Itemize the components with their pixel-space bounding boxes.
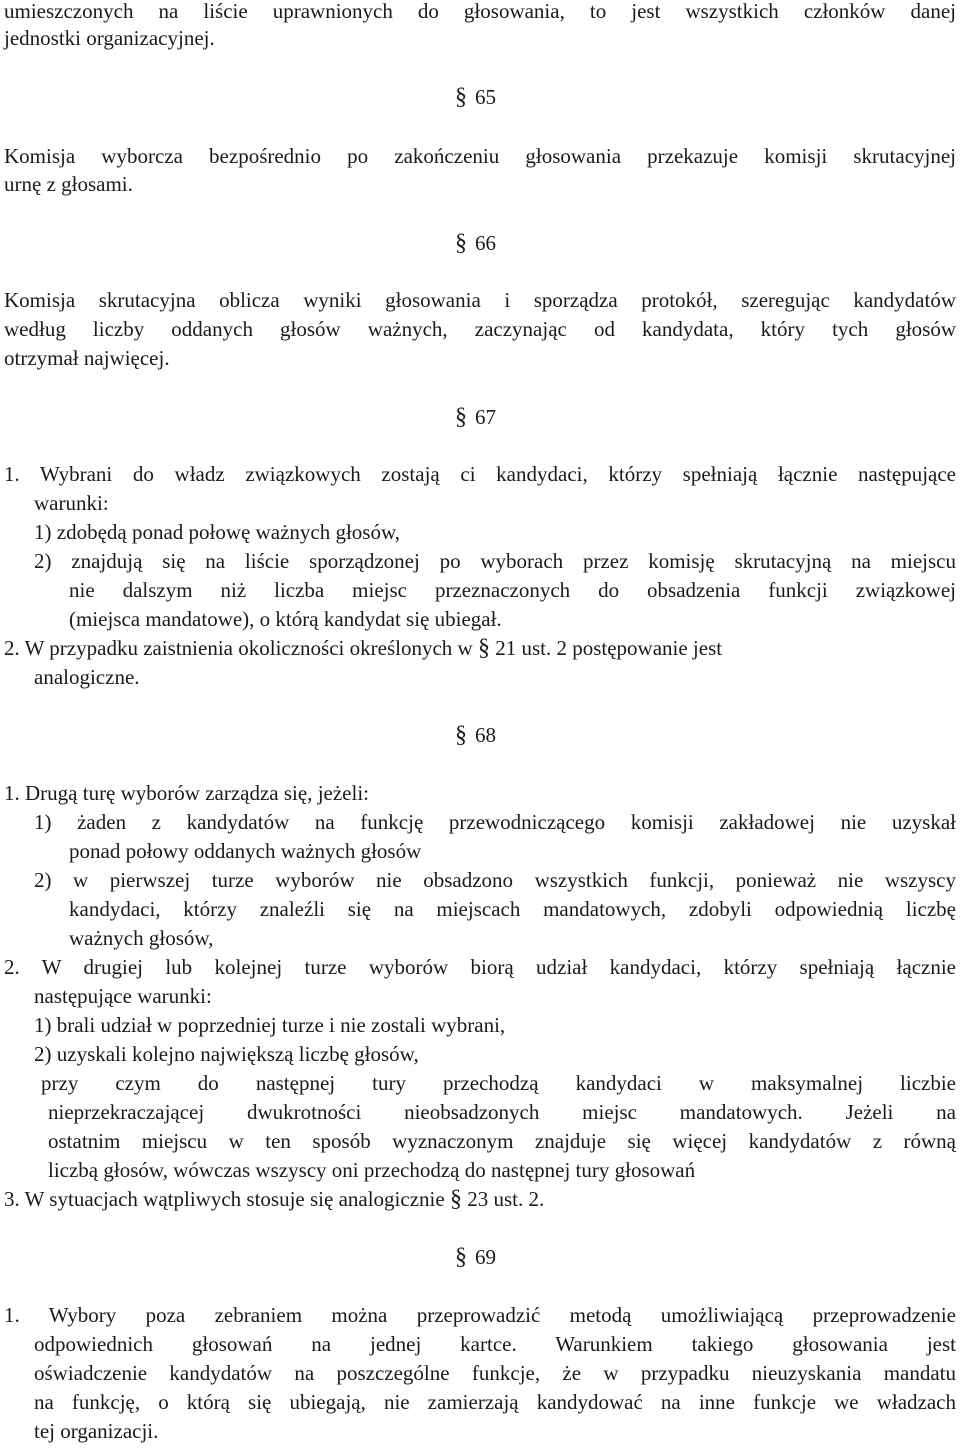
text-line: tej organizacji. <box>34 1419 159 1443</box>
text-line: Komisja wyborcza bezpośrednio po zakończeniu głosowania przekazuje komisji skrutacyjnej <box>4 144 956 168</box>
text-line: na funkcję, o którą się ubiegają, nie zamierzają kandydować na inne funkcje we władzach <box>34 1390 956 1414</box>
text-line: liczbą głosów, wówczas wszyscy oni przechodzą do następnej tury głosowań <box>48 1158 696 1182</box>
text-line: 2. W przypadku zaistnienia okoliczności określonych w § 21 ust. 2 postępowanie jest <box>4 635 723 661</box>
text-line: 1) brali udział w poprzedniej turze i nie zostali wybrani, <box>34 1013 506 1037</box>
text-line: według liczby oddanych głosów ważnych, zaczynając od kandydata, który tych głosów <box>4 317 956 341</box>
section-heading-66: § 66 <box>455 230 496 256</box>
section-heading-69: § 69 <box>455 1244 496 1270</box>
section-sign-icon: § <box>477 635 490 661</box>
text-line: umieszczonych na liście uprawnionych do głosowania, to jest wszystkich członków danej <box>4 0 956 23</box>
text-line: 1. Wybrani do władz związkowych zostają ci kandydaci, którzy spełniają łącznie następujące <box>4 462 956 486</box>
text-line: Komisja skrutacyjna oblicza wyniki głosowania i sporządza protokół, szeregując kandydatów <box>4 288 956 312</box>
text-line: 2) znajdują się na liście sporządzonej po wyborach przez komisję skrutacyjną na miejscu <box>34 549 956 573</box>
text-line: 1. Wybory poza zebraniem można przeprowadzić metodą umożliwiającą przeprowadzenie <box>4 1303 956 1327</box>
section-heading-65: § 65 <box>455 84 496 110</box>
text-line: analogiczne. <box>34 665 140 689</box>
section-sign-icon: § <box>455 1244 467 1270</box>
text-line: ważnych głosów, <box>69 926 214 950</box>
text-line: 1) zdobędą ponad połowę ważnych głosów, <box>34 520 401 544</box>
text-line: jednostki organizacyjnej. <box>4 26 215 50</box>
text-line: otrzymał najwięcej. <box>4 346 170 370</box>
text-line: 1) żaden z kandydatów na funkcję przewodniczącego komisji zakładowej nie uzyskał <box>34 810 956 834</box>
text-line: 2) uzyskali kolejno największą liczbę głosów, <box>34 1042 419 1066</box>
text-line: nieprzekraczającej dwukrotności nieobsadzonych miejsc mandatowych. Jeżeli na <box>48 1100 956 1124</box>
text-line: warunki: <box>34 491 109 515</box>
text-line: ponad połowy oddanych ważnych głosów <box>69 839 422 863</box>
text-line: urnę z głosami. <box>4 172 133 196</box>
text-line: 2. W drugiej lub kolejnej turze wyborów biorą udział kandydaci, którzy spełniają łącznie <box>4 955 956 979</box>
text-line: przy czym do następnej tury przechodzą kandydaci w maksymalnej liczbie <box>41 1071 956 1095</box>
section-sign-icon: § <box>455 404 467 430</box>
section-sign-icon: § <box>455 722 467 748</box>
text-line: 1. Drugą turę wyborów zarządza się, jeżeli: <box>4 781 369 805</box>
section-heading-68: § 68 <box>455 722 496 748</box>
section-sign-icon: § <box>455 84 467 110</box>
text-line: nie dalszym niż liczba miejsc przeznaczonych do obsadzenia funkcji związkowej <box>69 578 956 602</box>
section-sign-icon: § <box>455 230 467 256</box>
text-line: 2) w pierwszej turze wyborów nie obsadzono wszystkich funkcji, ponieważ nie wszyscy <box>34 868 956 892</box>
text-line: oświadczenie kandydatów na poszczególne funkcje, że w przypadku nieuzyskania mandatu <box>34 1361 956 1385</box>
text-line: 3. W sytuacjach wątpliwych stosuje się analogicznie § 23 ust. 2. <box>4 1186 545 1212</box>
section-sign-icon: § <box>449 1186 462 1212</box>
section-heading-67: § 67 <box>455 404 496 430</box>
text-line: ostatnim miejscu w ten sposób wyznaczonym znajduje się więcej kandydatów z równą <box>48 1129 956 1153</box>
text-line: odpowiednich głosowań na jednej kartce. Warunkiem takiego głosowania jest <box>34 1332 956 1356</box>
text-line: kandydaci, którzy znaleźli się na miejscach mandatowych, zdobyli odpowiednią liczbę <box>69 897 956 921</box>
text-line: (miejsca mandatowe), o którą kandydat się ubiegał. <box>69 607 502 631</box>
text-line: następujące warunki: <box>34 984 212 1008</box>
